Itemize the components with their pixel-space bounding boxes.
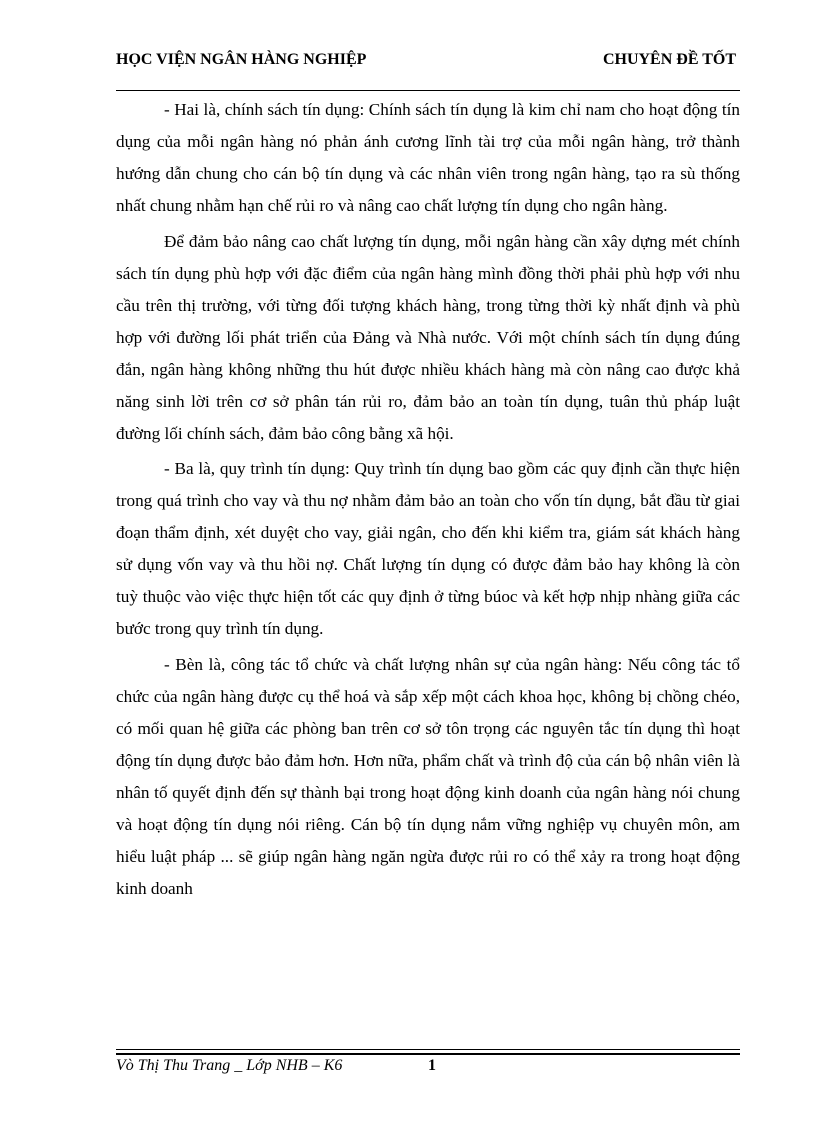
footer-divider-thin <box>116 1049 740 1050</box>
header-institution: HỌC VIỆN NGÂN HÀNG NGHIỆP <box>116 51 367 68</box>
paragraph-credit-process: - Ba là, quy trình tín dụng: Quy trình tín dụng bao gồm các quy định cần thực hiện trong quá trình cho vay và thu nợ nhằm đảm bảo an toàn cho vốn tín dụng, bắt đầu từ giai đoạn thẩm định, xét duyệt cho vay, giải ngân, cho đến khi kiểm tra, giám sát khách hàng sử dụng vốn vay và thu hồi nợ. Chất lượng tín dụng có được đảm bảo hay không là còn tuỳ thuộc vào việc thực hiện tốt các quy định ở từng búoc và kết hợp nhịp nhàng giữa các bước trong quy trình tín dụng. <box>116 459 740 638</box>
header-thesis-type: CHUYÊN ĐỀ TỐT <box>602 51 736 68</box>
header-divider <box>116 90 740 91</box>
footer-author: Vò Thị Thu Trang _ Lớp NHB – K6 <box>116 1057 343 1074</box>
paragraph-organization-staff: - Bèn là, công tác tổ chức và chất lượng nhân sự của ngân hàng: Nếu công tác tổ chức của ngân hàng được cụ thể hoá và sắp xếp một cách khoa học, không bị chồng chéo, có mối quan hệ giữa các phòng ban trên cơ sở tôn trọng các nguyên tắc tín dụng thì hoạt động tín dụng được bảo đảm hơn. Hơn nữa, phẩm chất và trình độ của cán bộ nhân viên là nhân tố quyết định đến sự thành bại trong hoạt động kinh doanh của ngân hàng nói chung và hoạt động tín dụng nói riêng. Cán bộ tín dụng nắm vững nghiệp vụ chuyên môn, am hiểu luật pháp ... sẽ giúp ngân hàng ngăn ngừa được rủi ro có thể xảy ra trong hoạt động kinh doanh <box>116 654 740 898</box>
page-number: 1 <box>428 1057 436 1074</box>
paragraph-credit-policy: - Hai là, chính sách tín dụng: Chính sách tín dụng là kim chỉ nam cho hoạt động tín dụng của mỗi ngân hàng nó phản ánh cương lĩnh tài trợ của mỗi ngân hàng, trở thành hướng dẫn chung cho cán bộ tín dụng và các nhân viên trong ngân hàng, tạo ra sù thống nhất chung nhằm hạn chế rủi ro và nâng cao chất lượng tín dụng cho ngân hàng. <box>116 100 740 215</box>
paragraph-credit-policy-detail: Để đảm bảo nâng cao chất lượng tín dụng, mỗi ngân hàng cần xây dựng mét chính sách tín dụng phù hợp với đặc điểm của ngân hàng mình đồng thời phải phù hợp với nhu cầu trên thị trường, với từng đối tượng khách hàng, trong từng thời kỳ nhất định và phù hợp với đường lối phát triển của Đảng và Nhà nước. Với một chính sách tín dụng đúng đắn, ngân hàng không những thu hút được nhiều khách hàng mà còn nâng cao được khả năng sinh lời trên cơ sở phân tán rủi ro, đảm bảo an toàn tín dụng, tuân thủ pháp luật đường lối chính sách, đảm bảo công bằng xã hội. <box>116 231 740 443</box>
page-footer <box>116 1055 740 1077</box>
document-body <box>116 94 740 908</box>
